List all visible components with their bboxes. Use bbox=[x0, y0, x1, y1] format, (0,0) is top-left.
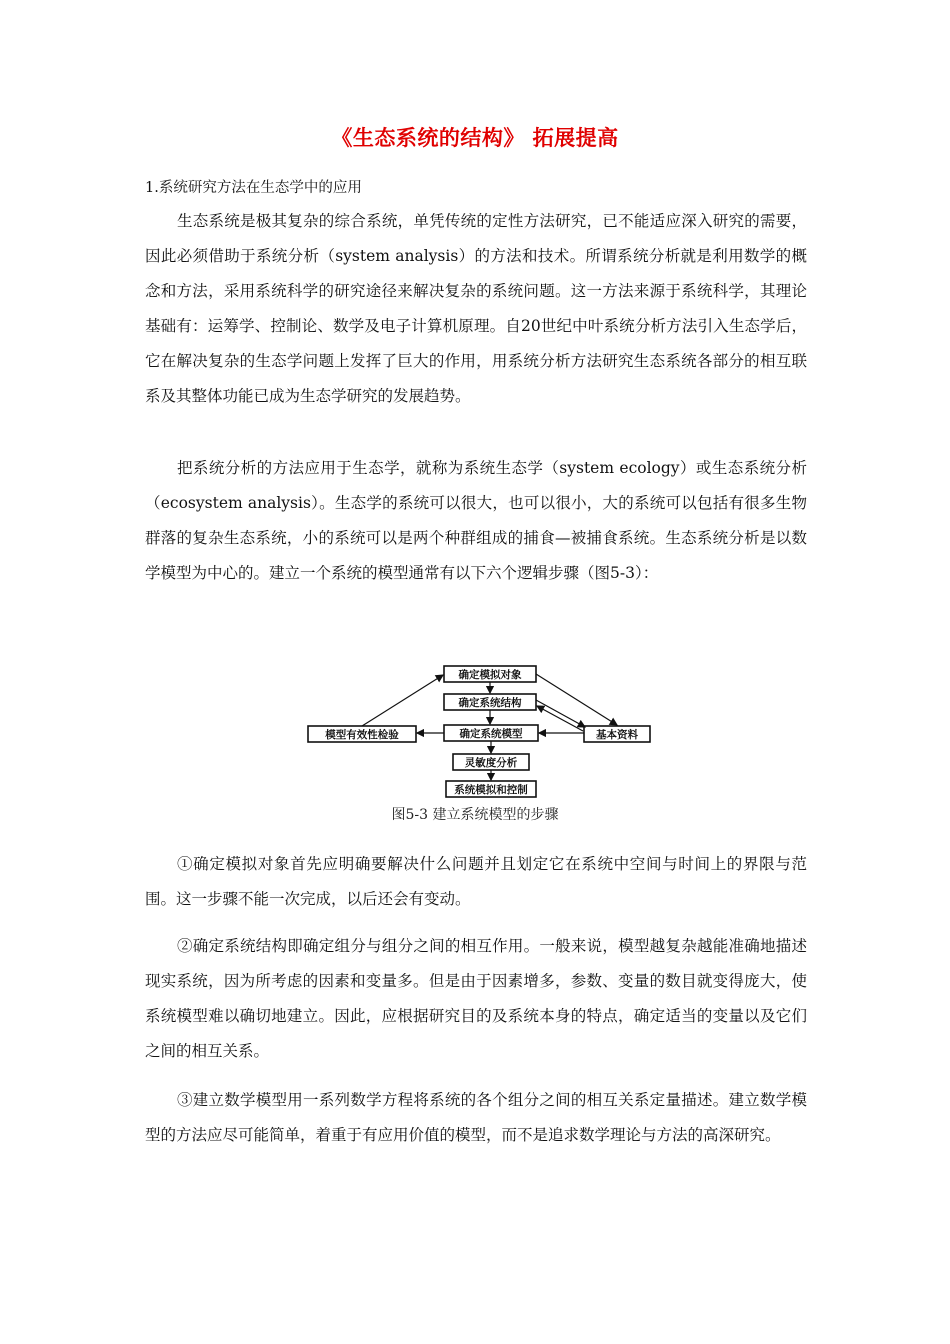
box-validation-label: 模型有效性检验 bbox=[325, 729, 399, 741]
box-model-label: 确定系统模型 bbox=[459, 728, 523, 740]
arrow-object-data bbox=[536, 674, 617, 725]
box-sensitivity-label: 灵敏度分析 bbox=[464, 757, 518, 769]
arrow-data-structure bbox=[537, 706, 583, 731]
section-heading: 1.系统研究方法在生态学中的应用 bbox=[145, 180, 362, 196]
box-sensitivity bbox=[453, 754, 529, 770]
paragraph-3: ①确定模拟对象首先应明确要解决什么问题并且划定它在系统中空间与时间上的界限与范围。这一步骤不能一次完成，以后还会有变动。 bbox=[145, 855, 807, 908]
figure-caption: 图5-3 建立系统模型的步骤 bbox=[391, 807, 559, 823]
box-simulation bbox=[446, 781, 536, 797]
box-simulation-label: 系统模拟和控制 bbox=[454, 784, 528, 796]
box-object-label: 确定模拟对象 bbox=[458, 669, 522, 681]
arrow-validation-object bbox=[362, 675, 443, 726]
paragraph-5: ③建立数学模型用一系列数学方程将系统的各个组分之间的相互关系定量描述。建立数学模型的方法应尽可能简单，着重于有应用价值的模型，而不是追求数学理论与方法的高深研究。 bbox=[145, 1091, 807, 1144]
model-steps-diagram bbox=[300, 660, 660, 800]
arrow-structure-data bbox=[536, 700, 585, 727]
document-title: 《生态系统的结构》 拓展提高 bbox=[331, 126, 619, 150]
paragraph-4: ②确定系统结构即确定组分与组分之间的相互作用。一般来说，模型越复杂越能准确地描述现实系统，因为所考虑的因素和变量多。但是由于因素增多，参数、变量的数目就变得庞大，使系统模型难以确切地建立。因此，应根据研究目的及系统本身的特点，确定适当的变量以及它们之间的相互关系。 bbox=[145, 937, 807, 1060]
paragraph-2: 把系统分析的方法应用于生态学，就称为系统生态学（system ecology）或生态系统分析（ecosystem analysis）。生态学的系统可以很大，也可以很小，大的系统可以包括有很多生物群落的复杂生态系统，小的系统可以是两个种群组成的捕食—被捕食系统。生态系统分析是以数学模型为中心的。建立一个系统的模型通常有以下六个逻辑步骤（图5-3）： bbox=[145, 459, 807, 582]
box-structure-label: 确定系统结构 bbox=[458, 697, 522, 709]
box-validation bbox=[308, 726, 416, 742]
box-data bbox=[584, 726, 650, 742]
paragraph-1: 生态系统是极其复杂的综合系统，单凭传统的定性方法研究，已不能适应深入研究的需要，因此必须借助于系统分析（system analysis）的方法和技术。所谓系统分析就是利用数学的概念和方法，采用系统科学的研究途径来解决复杂的系统问题。这一方法来源于系统科学，其理论基础有：运筹学、控制论、数学及电子计算机原理。自20世纪中叶系统分析方法引入生态学后，它在解决复杂的生态学问题上发挥了巨大的作用，用系统分析方法研究生态系统各部分的相互联系及其整体功能已成为生态学研究的发展趋势。 bbox=[145, 212, 807, 405]
box-object bbox=[444, 666, 536, 682]
box-structure bbox=[444, 694, 536, 710]
box-data-label: 基本资料 bbox=[596, 729, 638, 741]
box-model bbox=[444, 725, 538, 741]
